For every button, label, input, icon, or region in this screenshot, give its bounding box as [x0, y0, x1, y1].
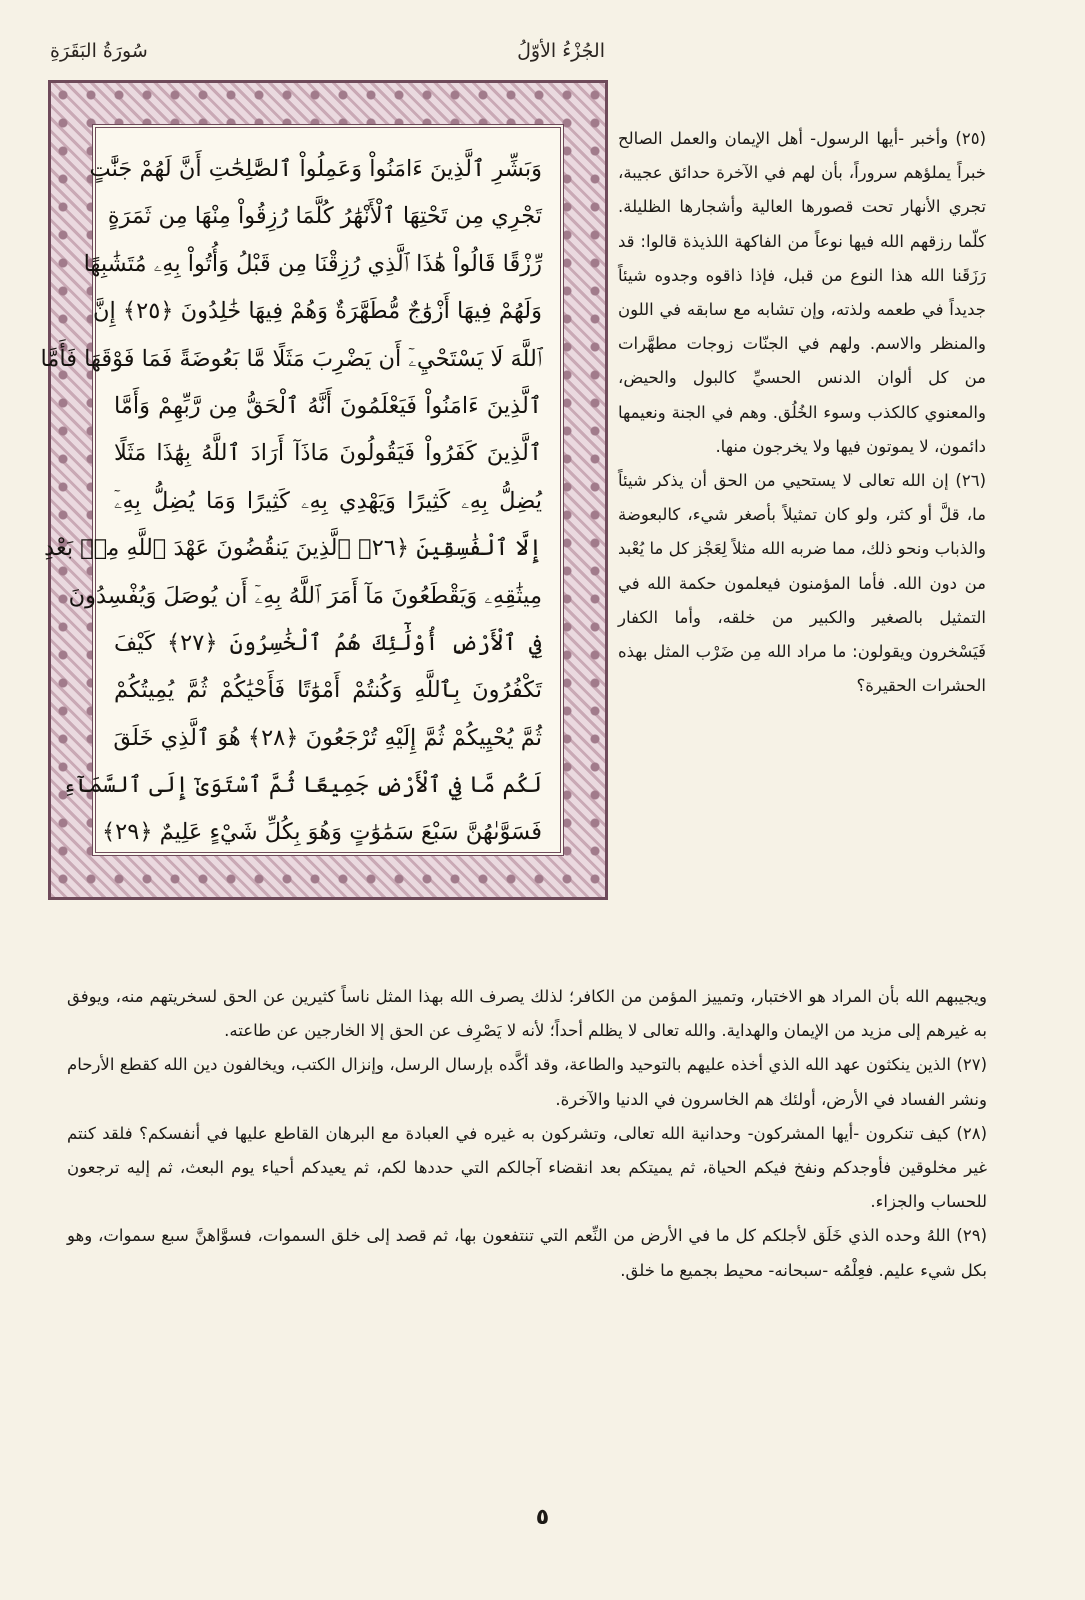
quran-text-panel: [40, 124, 564, 856]
tafsir-paragraph: (٢٥) وأخبر -أيها الرسول- أهل الإيمان والعمل الصالح خبراً يملؤهم سروراً، بأن لهم في الآخرة حدائق عجيبة، تجري الأنهار تحت قصورها العالية وأشجارها الظليلة. كلّما رزقهم الله فيها نوعاً من الفاكهة اللذيذة قالوا: قد رَزَقَنا الله هذا النوع من قبل، فإذا ذاقوه وجدوه شيئاً جديداً في طعمه ولذته، وإن تشابه مع سابقه في اللون والمنظر والاسم. ولهم في الجنّات زوجات مطهَّرات من كل ألوان الدنس الحسيِّ كالبول والحيض، والمعنوي كالكذب وسوء الخُلُق. وهم في الجنة ونعيمها دائمون، لا يموتون فيها ولا يخرجون منها.: [618, 129, 986, 456]
quran-line: لَكُم مَّا فِي ٱلْأَرْضِ جَمِيعًا ثُمَّ ٱسْتَوَىٰٓ إِلَى ٱلسَّمَآءِ: [62, 772, 542, 799]
quran-line: ٱلَّذِينَ ءَامَنُواْ فَيَعْلَمُونَ أَنَّهُ ٱلْحَقُّ مِن رَّبِّهِمْ وَأَمَّا: [114, 392, 542, 419]
quran-line: إِلَّا ٱلْفَٰسِقِينَ ﴿٢٦﴾ ٱلَّذِينَ يَنقُضُونَ عَهْدَ ٱللَّهِ مِنۢ بَعْدِ: [44, 535, 542, 562]
quran-line: تَكْفُرُونَ بِٱللَّهِ وَكُنتُمْ أَمْوَٰتًا فَأَحْيَٰكُمْ ثُمَّ يُمِيتُكُمْ: [114, 677, 542, 704]
quran-line: يُضِلُّ بِهِۦ كَثِيرًا وَيَهْدِي بِهِۦ كَثِيرًا وَمَا يُضِلُّ بِهِۦٓ: [114, 487, 542, 514]
juz-title: الجُزْءُ الأوّلُ: [517, 40, 605, 62]
tafsir-full-width: [67, 980, 987, 1288]
tafsir-side-column: [618, 122, 986, 703]
quran-line: تَجْرِي مِن تَحْتِهَا ٱلْأَنْهَٰرُ كُلَّمَا رُزِقُواْ مِنْهَا مِن ثَمَرَةٍ: [107, 203, 542, 230]
tafsir-paragraph: (٢٧) الذين ينكثون عهد الله الذي أخذه عليهم بالتوحيد والطاعة، وقد أكَّده بإرسال الرسل، وإنزال الكتب، ويخالفون دين الله كقطع الأرحام ونشر الفساد في الأرض، أولئك هم الخاسرون في الدنيا والآخرة.: [67, 1055, 987, 1109]
page-header: [50, 40, 605, 84]
quran-line: وَلَهُمْ فِيهَا أَزْوَٰجٌ مُّطَهَّرَةٌ وَهُمْ فِيهَا خَٰلِدُونَ ﴿٢٥﴾ إِنَّ: [92, 298, 542, 325]
quran-ornamental-frame: [40, 80, 608, 900]
tafsir-paragraph: (٢٨) كيف تنكرون -أيها المشركون- وحدانية الله تعالى، وتشركون به غيره في العبادة مع البرهان القاطع عليها في أنفسكم؟ فلقد كنتم غير مخلوقين فأوجدكم ونفخ فيكم الحياة، ثم يميتكم بعد انقضاء آجالكم التي حددها لكم، ثم يعيدكم أحياء يوم البعث، ثم إليه ترجعون للحساب والجزاء.: [67, 1123, 987, 1212]
quran-line: مِيثَٰقِهِۦ وَيَقْطَعُونَ مَآ أَمَرَ ٱللَّهُ بِهِۦٓ أَن يُوصَلَ وَيُفْسِدُونَ: [68, 582, 542, 609]
quran-line: ٱللَّهَ لَا يَسْتَحْيِۦٓ أَن يَضْرِبَ مَثَلًا مَّا بَعُوضَةً فَمَا فَوْقَهَا فَأَمَّا: [40, 345, 542, 372]
quran-line: رِّزْقًا قَالُواْ هَٰذَا ٱلَّذِي رُزِقْنَا مِن قَبْلُ وَأُتُواْ بِهِۦ مُتَشَٰبِهًا: [83, 250, 542, 277]
quran-line: ثُمَّ يُحْيِيكُمْ ثُمَّ إِلَيْهِ تُرْجَعُونَ ﴿٢٨﴾ هُوَ ٱلَّذِي خَلَقَ: [113, 724, 542, 751]
tafsir-paragraph: (٢٩) اللهُ وحده الذي خَلَق لأجلكم كل ما في الأرض من النِّعم التي تنتفعون بها، ثم قصد إلى خلق السموات، فسوَّاهنَّ سبع سموات، وهو بكل شيء عليم. فعِلْمُه -سبحانه- محيط بجميع ما خلق.: [67, 1226, 987, 1280]
quran-line: وَبَشِّرِ ٱلَّذِينَ ءَامَنُواْ وَعَمِلُواْ ٱلصَّٰلِحَٰتِ أَنَّ لَهُمْ جَنَّٰتٍ: [89, 156, 542, 182]
surah-title: سُورَةُ البَقَرَةِ: [50, 40, 148, 62]
tafsir-paragraph: ويجيبهم الله بأن المراد هو الاختبار، وتمييز المؤمن من الكافر؛ لذلك يصرف الله بهذا المثل ناساً كثيرين عن الحق لسخريتهم منه، ويوفق به غيرهم إلى مزيد من الإيمان والهداية. والله تعالى لا يظلم أحداً؛ لأنه لا يَصْرِف عن الحق إلا الخارجين عن طاعته.: [67, 987, 987, 1041]
page-number: ٥: [535, 1505, 550, 1530]
quran-line: فَسَوَّىٰهُنَّ سَبْعَ سَمَٰوَٰتٍ وَهُوَ بِكُلِّ شَيْءٍ عَلِيمٌ ﴿٢٩﴾: [101, 819, 542, 846]
quran-line: فِي ٱلْأَرْضِ أُوْلَٰٓئِكَ هُمُ ٱلْخَٰسِرُونَ ﴿٢٧﴾ كَيْفَ: [114, 629, 542, 656]
quran-line: ٱلَّذِينَ كَفَرُواْ فَيَقُولُونَ مَاذَآ أَرَادَ ٱللَّهُ بِهَٰذَا مَثَلًا: [114, 440, 542, 467]
tafsir-paragraph: (٢٦) إن الله تعالى لا يستحيي من الحق أن يذكر شيئاً ما، قلَّ أو كثر، ولو كان تمثيلاً بأصغر شيء، كالبعوضة والذباب ونحو ذلك، مما ضربه الله مثلاً لِعَجْز كل ما يُعْبد من دون الله. فأما المؤمنون فيعلمون حكمة الله في التمثيل بالصغير والكبير من خلقه، وأما الكفار فَيَسْخرون ويقولون: ما مراد الله مِن ضَرْب المثل بهذه الحشرات الحقيرة؟: [618, 471, 986, 696]
